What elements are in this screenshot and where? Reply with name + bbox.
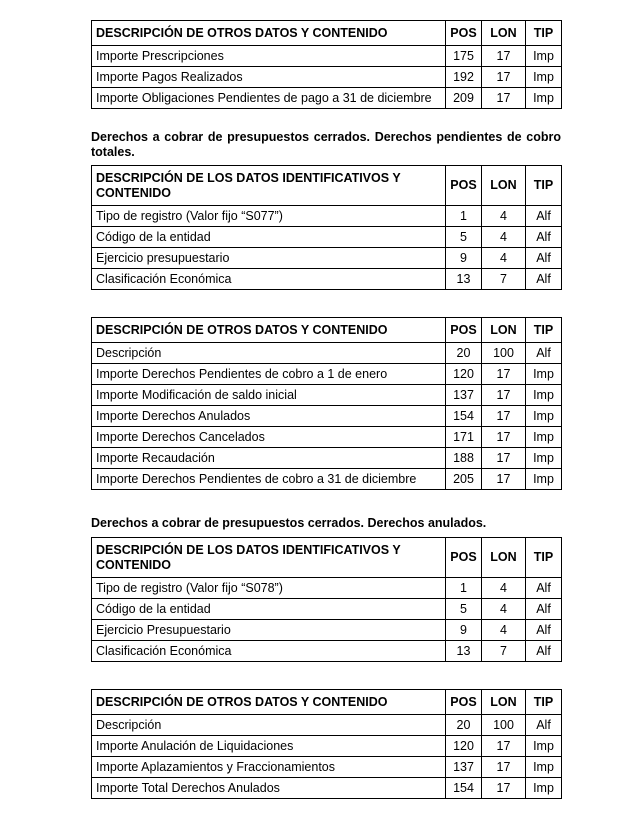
header-descripcion: DESCRIPCIÓN DE LOS DATOS IDENTIFICATIVOS Y CONTENIDO	[92, 538, 446, 578]
cell-pos: 192	[446, 67, 482, 88]
cell-pos: 5	[446, 599, 482, 620]
table-body	[92, 578, 562, 662]
cell-descripcion: Importe Pagos Realizados	[92, 67, 446, 88]
cell-descripcion: Importe Modificación de saldo inicial	[92, 385, 446, 406]
cell-descripcion: Importe Anulación de Liquidaciones	[92, 736, 446, 757]
cell-descripcion: Importe Obligaciones Pendientes de pago a 31 de diciembre	[92, 88, 446, 109]
section-heading-pendientes: Derechos a cobrar de presupuestos cerrados. Derechos pendientes de cobro totales.	[91, 130, 561, 159]
table-row	[92, 67, 562, 88]
cell-lon: 7	[482, 641, 526, 662]
cell-tip: Imp	[526, 46, 562, 67]
header-lon: LON	[482, 538, 526, 578]
header-descripcion: DESCRIPCIÓN DE OTROS DATOS Y CONTENIDO	[92, 21, 446, 46]
cell-tip: Alf	[526, 578, 562, 599]
cell-pos: 171	[446, 427, 482, 448]
header-descripcion: DESCRIPCIÓN DE LOS DATOS IDENTIFICATIVOS Y CONTENIDO	[92, 166, 446, 206]
header-tip: TIP	[526, 538, 562, 578]
table-body	[92, 46, 562, 109]
cell-descripcion: Ejercicio Presupuestario	[92, 620, 446, 641]
header-descripcion: DESCRIPCIÓN DE OTROS DATOS Y CONTENIDO	[92, 318, 446, 343]
header-pos: POS	[446, 690, 482, 715]
header-tip: TIP	[526, 166, 562, 206]
cell-descripcion: Tipo de registro (Valor fijo “S078”)	[92, 578, 446, 599]
cell-pos: 13	[446, 641, 482, 662]
cell-descripcion: Clasificación Económica	[92, 269, 446, 290]
cell-lon: 17	[482, 736, 526, 757]
cell-lon: 4	[482, 227, 526, 248]
cell-descripcion: Descripción	[92, 343, 446, 364]
cell-descripcion: Importe Aplazamientos y Fraccionamientos	[92, 757, 446, 778]
table-row	[92, 736, 562, 757]
table-row	[92, 778, 562, 799]
cell-pos: 20	[446, 715, 482, 736]
cell-lon: 17	[482, 469, 526, 490]
table-row	[92, 343, 562, 364]
table-identificativos-1	[91, 165, 562, 290]
cell-lon: 17	[482, 406, 526, 427]
header-pos: POS	[446, 318, 482, 343]
table-row	[92, 406, 562, 427]
cell-pos: 1	[446, 206, 482, 227]
cell-tip: Imp	[526, 385, 562, 406]
cell-lon: 17	[482, 67, 526, 88]
table-row	[92, 385, 562, 406]
cell-lon: 17	[482, 46, 526, 67]
table-row	[92, 715, 562, 736]
cell-pos: 5	[446, 227, 482, 248]
cell-descripcion: Importe Derechos Anulados	[92, 406, 446, 427]
cell-pos: 120	[446, 364, 482, 385]
cell-tip: Alf	[526, 620, 562, 641]
cell-descripcion: Clasificación Económica	[92, 641, 446, 662]
cell-lon: 4	[482, 599, 526, 620]
table-row	[92, 620, 562, 641]
header-descripcion: DESCRIPCIÓN DE OTROS DATOS Y CONTENIDO	[92, 690, 446, 715]
table-header-row	[92, 690, 562, 715]
header-pos: POS	[446, 166, 482, 206]
cell-pos: 13	[446, 269, 482, 290]
table-body	[92, 343, 562, 490]
table-row	[92, 757, 562, 778]
cell-descripcion: Importe Recaudación	[92, 448, 446, 469]
cell-lon: 17	[482, 364, 526, 385]
table-row	[92, 269, 562, 290]
cell-pos: 209	[446, 88, 482, 109]
cell-lon: 4	[482, 248, 526, 269]
cell-tip: Imp	[526, 427, 562, 448]
table-row	[92, 427, 562, 448]
cell-tip: Imp	[526, 406, 562, 427]
cell-tip: Alf	[526, 227, 562, 248]
cell-tip: Imp	[526, 88, 562, 109]
cell-descripcion: Importe Derechos Pendientes de cobro a 31 de diciembre	[92, 469, 446, 490]
cell-tip: Imp	[526, 736, 562, 757]
table-otros-datos-1	[91, 20, 562, 109]
cell-tip: Alf	[526, 269, 562, 290]
cell-tip: Alf	[526, 641, 562, 662]
cell-lon: 17	[482, 427, 526, 448]
table-row	[92, 641, 562, 662]
table-body	[92, 715, 562, 799]
cell-tip: Alf	[526, 343, 562, 364]
cell-tip: Alf	[526, 599, 562, 620]
section-heading-anulados: Derechos a cobrar de presupuestos cerrados. Derechos anulados.	[91, 516, 487, 530]
header-tip: TIP	[526, 318, 562, 343]
cell-lon: 100	[482, 715, 526, 736]
header-lon: LON	[482, 21, 526, 46]
cell-descripcion: Importe Derechos Pendientes de cobro a 1 de enero	[92, 364, 446, 385]
cell-tip: Imp	[526, 757, 562, 778]
cell-lon: 17	[482, 778, 526, 799]
header-lon: LON	[482, 690, 526, 715]
table-row	[92, 364, 562, 385]
cell-descripcion: Código de la entidad	[92, 599, 446, 620]
table-row	[92, 469, 562, 490]
cell-pos: 9	[446, 248, 482, 269]
cell-tip: Imp	[526, 469, 562, 490]
cell-pos: 188	[446, 448, 482, 469]
header-lon: LON	[482, 318, 526, 343]
table-otros-datos-3	[91, 689, 562, 799]
header-tip: TIP	[526, 21, 562, 46]
table-row	[92, 448, 562, 469]
cell-lon: 100	[482, 343, 526, 364]
cell-tip: Imp	[526, 364, 562, 385]
header-pos: POS	[446, 538, 482, 578]
cell-lon: 4	[482, 620, 526, 641]
table-header-row	[92, 318, 562, 343]
cell-descripcion: Descripción	[92, 715, 446, 736]
cell-pos: 205	[446, 469, 482, 490]
header-lon: LON	[482, 166, 526, 206]
cell-lon: 17	[482, 385, 526, 406]
cell-pos: 175	[446, 46, 482, 67]
table-row	[92, 578, 562, 599]
table-header-row	[92, 166, 562, 206]
cell-tip: Alf	[526, 248, 562, 269]
cell-tip: Alf	[526, 206, 562, 227]
cell-pos: 120	[446, 736, 482, 757]
table-row	[92, 46, 562, 67]
table-row	[92, 248, 562, 269]
cell-descripcion: Código de la entidad	[92, 227, 446, 248]
cell-pos: 1	[446, 578, 482, 599]
table-identificativos-2	[91, 537, 562, 662]
cell-pos: 154	[446, 778, 482, 799]
cell-pos: 154	[446, 406, 482, 427]
header-tip: TIP	[526, 690, 562, 715]
cell-tip: Imp	[526, 67, 562, 88]
cell-lon: 4	[482, 578, 526, 599]
header-pos: POS	[446, 21, 482, 46]
cell-descripcion: Importe Prescripciones	[92, 46, 446, 67]
cell-tip: Imp	[526, 448, 562, 469]
cell-lon: 17	[482, 88, 526, 109]
table-row	[92, 206, 562, 227]
cell-lon: 17	[482, 757, 526, 778]
cell-lon: 17	[482, 448, 526, 469]
table-body	[92, 206, 562, 290]
table-row	[92, 227, 562, 248]
cell-pos: 137	[446, 757, 482, 778]
cell-descripcion: Ejercicio presupuestario	[92, 248, 446, 269]
cell-lon: 7	[482, 269, 526, 290]
cell-descripcion: Importe Total Derechos Anulados	[92, 778, 446, 799]
cell-pos: 137	[446, 385, 482, 406]
cell-tip: Imp	[526, 778, 562, 799]
cell-descripcion: Importe Derechos Cancelados	[92, 427, 446, 448]
table-header-row	[92, 538, 562, 578]
cell-descripcion: Tipo de registro (Valor fijo “S077”)	[92, 206, 446, 227]
cell-tip: Alf	[526, 715, 562, 736]
table-row	[92, 88, 562, 109]
table-header-row	[92, 21, 562, 46]
table-otros-datos-2	[91, 317, 562, 490]
cell-lon: 4	[482, 206, 526, 227]
table-row	[92, 599, 562, 620]
cell-pos: 9	[446, 620, 482, 641]
cell-pos: 20	[446, 343, 482, 364]
